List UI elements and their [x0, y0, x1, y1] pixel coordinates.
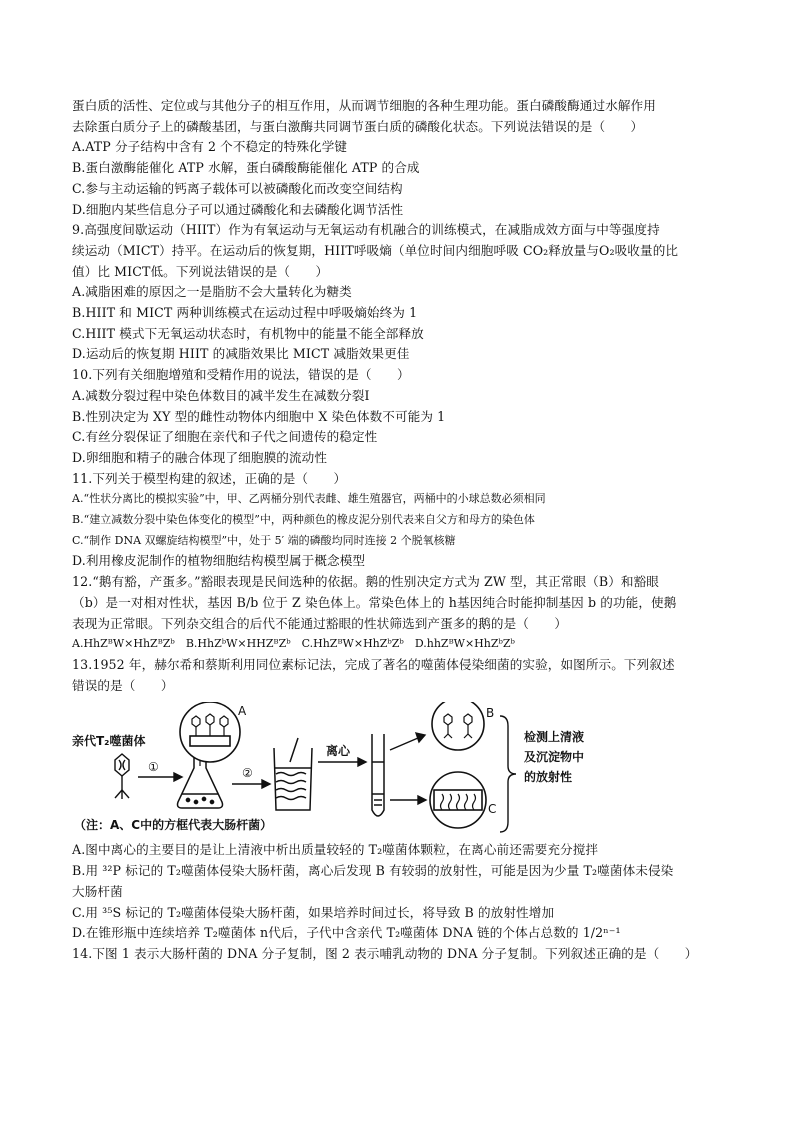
phage-icon	[115, 754, 129, 799]
question-13	[72, 655, 732, 944]
option-c: C.HIIT 模式下无氧运动状态时，有机物中的能量不能全部释放	[72, 325, 424, 341]
question-10	[72, 365, 732, 469]
arrow-to-b	[390, 733, 425, 750]
question-stem: 9.高强度间歇运动（HIIT）作为有氧运动与无氧运动有机融合的训练模式，在减脂成效方面与中等强度持	[72, 222, 660, 238]
question-14	[72, 944, 732, 965]
question-stem: 值）比 MICT低。下列说法错误的是（ ）	[72, 263, 329, 279]
test-tube-icon	[372, 734, 384, 816]
option-c: C.参与主动运输的钙离子载体可以被磷酸化而改变空间结构	[72, 180, 403, 196]
option-a: A.减数分裂过程中染色体数目的减半发生在减数分裂Ⅰ	[72, 387, 370, 403]
detect-line-2: 及沉淀物中	[524, 750, 585, 765]
option-c: C.“制作 DNA 双螺旋结构模型”中，处于 5′ 端的磷酸均同时连接 2 个脱氧核糖	[72, 533, 456, 547]
arrow-step-1	[138, 773, 182, 781]
label-c: C	[488, 802, 497, 817]
text-line: 蛋白质的活性、定位或与其他分子的相互作用，从而调节细胞的各种生理功能。蛋白磷酸酶通过水解作用	[72, 98, 656, 113]
exam-page	[72, 96, 732, 965]
options-row: A.HhZᴮW×HhZᴮZᵇ B.HhZᵇW×HHZᴮZᵇ C.HhZᴮW×HhZᵇZᵇ D.hhZᴮW×HhZᵇZᵇ	[72, 637, 515, 651]
option-a: A.ATP 分子结构中含有 2 个不稳定的特殊化学键	[72, 139, 348, 155]
option-d: D.运动后的恢复期 HIIT 的减脂效果比 MICT 减脂效果更佳	[72, 346, 410, 362]
parent-phage-label: 亲代T₂噬菌体	[72, 734, 146, 749]
question-9	[72, 220, 732, 365]
option-a: A.减脂困难的原因之一是脂肪不会大量转化为糖类	[72, 284, 352, 300]
question-stem: 14.下图 1 表示大肠杆菌的 DNA 分子复制，图 2 表示哺乳动物的 DNA 分子复制。下列叙述正确的是（ ）	[72, 945, 698, 961]
option-b: B.蛋白激酶能催化 ATP 水解，蛋白磷酸酶能催化 ATP 的合成	[72, 160, 420, 176]
text-line: 去除蛋白质分子上的磷酸基团，与蛋白激酶共同调节蛋白质的磷酸化状态。下列说法错误的是（ ）	[72, 118, 644, 134]
question-12	[72, 572, 732, 655]
detect-line-1: 检测上清液	[524, 730, 585, 745]
phage-experiment-figure	[72, 702, 652, 834]
option-c: C.用 ³⁵S 标记的 T₂噬菌体侵染大肠杆菌，如果培养时间过长，将导致 B 的放射性增加	[72, 904, 555, 920]
question-stem: 11.下列关于模型构建的叙述，正确的是（ ）	[72, 470, 347, 486]
arrow-centrifuge	[318, 758, 366, 766]
option-d: D.在锥形瓶中连续培养 T₂噬菌体 n代后，子代中含亲代 T₂噬菌体 DNA 链的个体占总数的 1/2ⁿ⁻¹	[72, 925, 621, 941]
question-stem: 续运动（MICT）持平。在运动后的恢复期，HIIT呼吸熵（单位时间内细胞呼吸 CO₂释放量与O₂吸收量的比	[72, 242, 679, 258]
magnified-circle-b	[432, 702, 484, 750]
detect-line-3: 的放射性	[524, 770, 573, 785]
question-stem: 表现为正常眼。下列杂交组合的后代不能通过豁眼的性状筛选到产蛋多的鹅的是（ ）	[72, 615, 568, 631]
question-stem: 12.“鹅有豁，产蛋多。”豁眼表现是民间选种的依据。鹅的性别决定方式为 ZW 型，其正常眼（B）和豁眼	[72, 574, 660, 590]
label-a: A	[238, 704, 247, 719]
label-b: B	[486, 706, 495, 721]
option-d: D.卵细胞和精子的融合体现了细胞膜的流动性	[72, 449, 328, 465]
arrow-step-2	[232, 780, 270, 788]
option-d: D.利用橡皮泥制作的植物细胞结构模型属于概念模型	[72, 553, 366, 569]
option-d: D.细胞内某些信息分子可以通过磷酸化和去磷酸化调节活性	[72, 201, 404, 217]
question-11	[72, 469, 732, 573]
arrow-to-c	[390, 796, 426, 804]
option-c: C.有丝分裂保证了细胞在亲代和子代之间遗传的稳定性	[72, 429, 378, 445]
figure-note: （注：A、C中的方框代表大肠杆菌）	[74, 818, 273, 833]
beaker-icon	[274, 738, 312, 810]
option-a: A.图中离心的主要目的是让上清液中析出质量较轻的 T₂噬菌体颗粒，在离心前还需要充分搅拌	[72, 842, 599, 858]
magnified-circle-c	[430, 772, 486, 828]
centrifuge-label: 离心	[326, 744, 351, 759]
option-b: B.用 ³²P 标记的 T₂噬菌体侵染大肠杆菌，离心后发现 B 有较弱的放射性，可能是因为少量 T₂噬菌体未侵染	[72, 863, 674, 879]
question-stem: 10.下列有关细胞增殖和受精作用的说法，错误的是（ ）	[72, 367, 410, 383]
question-stem: 13.1952 年，赫尔希和蔡斯利用同位素标记法，完成了著名的噬菌体侵染细菌的实验，如图所示。下列叙述	[72, 656, 675, 672]
question-stem: （b）是一对相对性状，基因 B/b 位于 Z 染色体上。常染色体上的 h基因纯合时能抑制基因 b 的功能，使鹅	[72, 594, 677, 610]
brace-icon	[500, 716, 516, 832]
option-b: B.性别决定为 XY 型的雌性动物体内细胞中 X 染色体数不可能为 1	[72, 408, 446, 424]
question-stem: 错误的是（ ）	[72, 677, 174, 693]
option-a: A.“性状分离比的模拟实验”中，甲、乙两桶分别代表雌、雄生殖器官，两桶中的小球总数必须相同	[72, 492, 546, 506]
step-2-label: ②	[242, 766, 253, 781]
option-b-continued: 大肠杆菌	[72, 883, 123, 899]
magnified-circle-a	[180, 702, 240, 762]
question-8-intro	[72, 96, 732, 137]
step-1-label: ①	[148, 760, 159, 775]
option-b: B.HIIT 和 MICT 两种训练模式在运动过程中呼吸熵始终为 1	[72, 305, 418, 321]
option-b: B.“建立减数分裂中染色体变化的模型”中，两种颜色的橡皮泥分别代表来自父方和母方的染色体	[72, 513, 535, 527]
question-8-options	[72, 137, 732, 220]
